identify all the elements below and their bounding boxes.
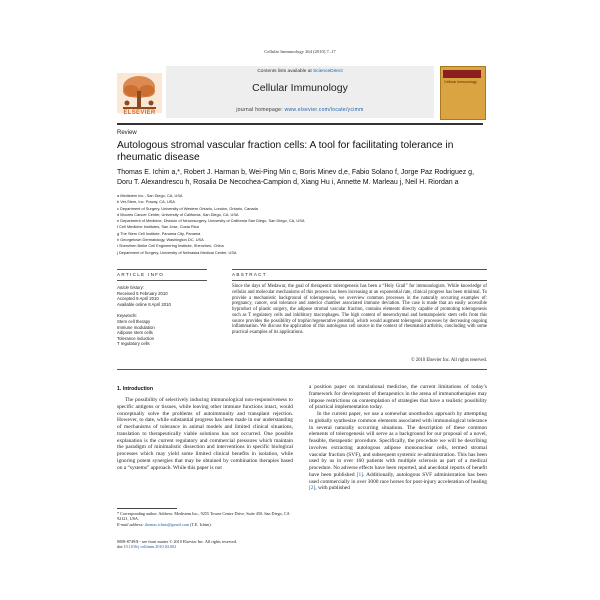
email-suffix: (T.E. Ichim).: [189, 521, 212, 527]
affiliation: h Georgetown Dermatology, Washington DC, USA: [117, 237, 204, 243]
article-info-bottom-rule: [117, 280, 207, 281]
affiliation: b Vet-Stem, Inc. Poway, CA, USA: [117, 199, 175, 205]
doi-prefix: doi:: [117, 544, 124, 550]
authors-line-2: Doru T. Alexandrescu h, Rosalia De Necochea-Campion d, Xiang Hu i, Annette M. Marleau j, Neil H. Riordan a: [117, 179, 459, 187]
author-list: [117, 168, 489, 189]
keyword: Adipose stem cells: [117, 330, 153, 336]
issn-block: [117, 539, 317, 550]
body-right-column: [309, 384, 487, 492]
cover-title: Cellular Immunology: [444, 80, 477, 84]
affiliation: a Medistem Inc., San Diego, CA, USA: [117, 193, 183, 198]
history-entry: Received 5 February 2010: [117, 290, 168, 296]
doi-line: [117, 544, 317, 549]
sciencedirect-link[interactable]: ScienceDirect: [313, 69, 343, 74]
masthead-rule: [117, 123, 483, 125]
corresponding-address: * Corresponding author. Address: Medistem Inc., 9255 Towne Centre Drive, Suite 450, San Diego, CA 92121, USA.: [117, 511, 290, 522]
publisher-wordmark: ELSEVIER: [123, 110, 156, 116]
affiliation: i Shenzhen Beike Cell Engineering Institute, Shenzhen, China: [117, 243, 224, 249]
affiliations: [117, 193, 487, 256]
email-label: E-mail address:: [117, 521, 144, 527]
contents-line: [166, 69, 434, 74]
email-link[interactable]: thomas.ichim@gmail.com: [144, 521, 190, 527]
paragraph-text: , with published: [315, 485, 350, 492]
article-info-top-rule: [117, 269, 207, 270]
article-info-header: ARTICLE INFO: [117, 272, 165, 277]
journal-homepage-line: [166, 107, 434, 113]
affiliation: j Department of Surgery, University of Nebraska Medical Center, USA: [117, 249, 237, 255]
abstract-header: ABSTRACT: [232, 272, 267, 277]
abstract-end-rule: [117, 369, 487, 370]
abstract-copyright: © 2010 Elsevier Inc. All rights reserved.: [411, 358, 487, 363]
abstract-bottom-rule: [232, 280, 487, 281]
affiliation: f Cell Medicine Institutes, San Jose, Costa Rica: [117, 224, 199, 230]
affiliation: g The Stem Cell Institute, Panama City, Panama: [117, 230, 201, 236]
affiliation: e Department of Medicine, Division of Neurosurgery, University of California San Diego, San Diego, CA, USA: [117, 218, 305, 224]
doi-link[interactable]: 10.1016/j.cellimm.2010.04.002: [123, 544, 177, 550]
affiliation: d Moores Cancer Center, University of California, San Diego, CA, USA: [117, 211, 239, 217]
section-heading-introduction: 1. Introduction: [117, 386, 154, 392]
article-title: Autologous stromal vascular fraction cells: A tool for facilitating tolerance in rheumatic disease: [117, 140, 454, 164]
journal-title: Cellular Immunology: [252, 82, 348, 94]
issn-line: 0008-8749/$ - see front matter © 2010 Elsevier Inc. All rights reserved.: [117, 539, 238, 544]
article-info: [117, 285, 207, 347]
cover-band: [443, 70, 481, 78]
keyword: Tolerance induction: [117, 335, 155, 341]
history-entry: Available online 8 April 2010: [117, 301, 171, 307]
affiliation: c Department of Surgery, University of Western Ontario, London, Ontario, Canada: [117, 205, 258, 211]
paragraph-text: . Additionally, autologous SVF administration has been used commercially in over 3000 race horses for post-injury acceleration of healing: [309, 471, 487, 485]
section-label: Review: [117, 130, 137, 136]
abstract-text: Since the days of Medawar, the goal of therapeutic tolerogenesis has been a “Holy Grail” for immunologists. While knowledge of cellular and molecular mechanisms of this process has been increasing at an exponential rate, clinical progress has been minimal. To provide a mechanistic background of tolerogenesis, we overview common processes in the naturally occurring examples of: pregnancy, cancer, oral tolerance and anterior chamber associated immune deviation. The case is made that an easily accessible byproduct of plastic surgery, the adipose stromal vascular fraction, contains elements directly capable of promoting tolerogenesis such as T regulatory cells and inhibitory macrophages. The high content of mesenchymal and hematopoietic stem cells from this source provides the possibility of trophic/regenerative potential, which would augment tolerogenic processes by decreasing ongoing inflammation. We discuss the application of this autologous cell source in the context of rheumatoid arthritis, concluding with some practical examples of its applications.: [232, 284, 487, 335]
paragraph-text: In the current paper, we use a somewhat unorthodox approach by attempting to globally synthesize common elements associated with immunological tolerance in several naturally occurring situations. The description of these common elements of tolerogenesis will serve as a background for our proposal of a novel, feasible, therapeutic procedure. Specifically, the procedure we will be describing involves extracting autologous adipose mononuclear cells, termed stromal vascular fraction (SVF), and subsequent systemic re-administration. This has been used by us in over 160 patients with multiple sclerosis as part of a medical procedure. No adverse effects have been reported, and anecdotal reports of benefit have been published: [309, 411, 487, 478]
citation-link[interactable]: [2]: [309, 485, 316, 492]
keyword: Stem cell therapy: [117, 318, 151, 324]
keywords-label: Keywords:: [117, 313, 138, 319]
body-left-column: The possibility of selectively inducing immunological non-responsiveness to specific antigens or tissues, while leaving other immune functions intact, would conceptually solve the problems of autoimmunity and transplant rejection. However, to date, while substantial progress has been made in our understanding of mechanisms of tolerance in animal models and limited clinical situations, translation to therapeutically viable solutions has not occurred. One possible explanation is the current regulatory and commercial pressures which maintain the paradigm of minimalistic dissection and interventions in specific biological processes which may yield some limited clinical benefits in isolation, while ignoring potent synergies that may be obtained by combination therapies based on a “systems” approach. While this paper is not: [117, 397, 293, 471]
email-line: [117, 522, 293, 527]
footnote-rule: [117, 508, 177, 509]
corresponding-author-footnote: [117, 511, 293, 527]
keyword: T regulatory cells: [117, 341, 150, 347]
homepage-prefix: journal homepage:: [236, 107, 285, 113]
history-label: Article history:: [117, 285, 144, 290]
contents-prefix: Contents lists available at: [257, 69, 312, 74]
keyword: Immune modulation: [117, 324, 155, 330]
running-header: Cellular Immunology 264 (2010) 7–17: [264, 49, 336, 54]
body-paragraph: a position paper on translational medicine, the current limitations of today’s framework for development of therapeutics in the arena of immunotherapies may impose restrictions on contemplation of strategies that have a realistic possibility of practical implementation today.: [309, 384, 487, 411]
homepage-link[interactable]: www.elsevier.com/locate/ycimm: [284, 107, 364, 113]
citation-link[interactable]: [1]: [356, 471, 363, 478]
abstract-top-rule: [232, 269, 487, 270]
authors-line-1: Thomas E. Ichim a,*, Robert J. Harman b, Wei-Ping Min c, Boris Minev d,e, Fabio Solano f, Jorge Paz Rodriguez g,: [117, 169, 475, 176]
history-entry: Accepted 9 April 2010: [117, 296, 159, 302]
body-paragraph: [309, 411, 487, 492]
